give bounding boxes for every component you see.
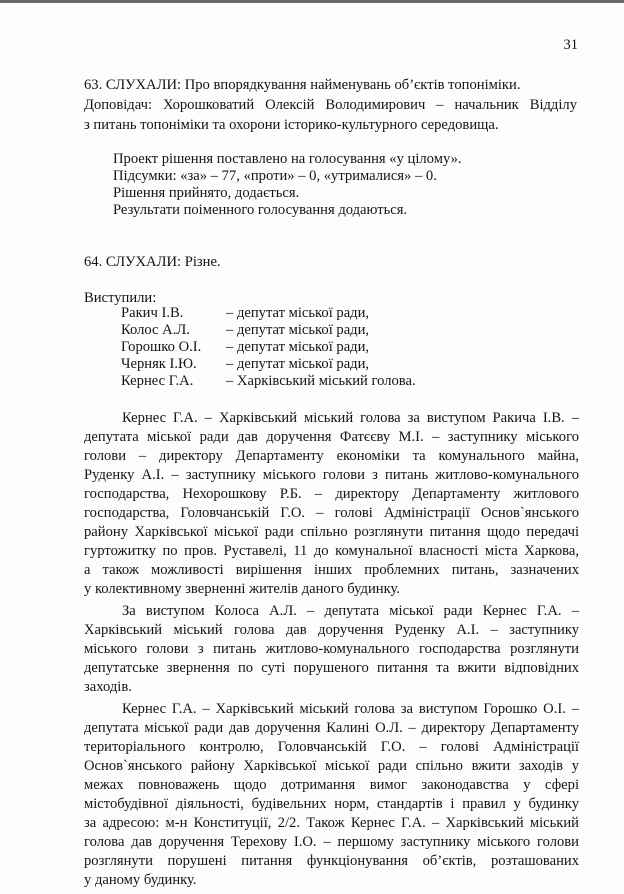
paragraph-line: а також можливості вирішення інших проблемних питань, зазначених: [84, 562, 579, 578]
paragraph-line: голова дав доручення Терехову І.О. – першому заступнику міського голови: [84, 834, 579, 850]
speaker-role: – депутат міської ради,: [226, 305, 370, 321]
speaker-name: Ракич І.В.: [121, 305, 184, 321]
vote-line-1: Проект рішення поставлено на голосування «у цілому».: [113, 151, 462, 167]
speaker-name: Горошко О.І.: [121, 339, 202, 355]
paragraph-line: за адресою: м-н Конституції, 2/2. Також Кернес Г.А. – Харківський міський: [84, 815, 579, 831]
vote-line-4: Результати поіменного голосування додаються.: [113, 202, 408, 218]
paragraph-line: розглянути порушені питання функціонування об’єктів, розташованих: [84, 853, 579, 869]
paragraph-line: Руденку А.І. – заступнику міського голови з питань житлово-комунального: [84, 467, 579, 483]
paragraph-line: депутата міської ради дав доручення Фатєєву М.І. – заступнику міського: [84, 429, 579, 445]
paragraph-line: голови – директору Департаменту економіки та комунального майна,: [84, 448, 579, 464]
paragraph-line: заходів.: [84, 679, 132, 695]
paragraph-line: Харківський міський голова дав доручення Руденку А.І. – заступнику: [84, 622, 579, 638]
paragraph-line: територіального контролю, Головчанській Г.О. – голові Адміністрації: [84, 739, 579, 755]
paragraph-line: межах повноважень щодо дотримання вимог законодавства у сфері: [84, 777, 579, 793]
vote-line-2: Підсумки: «за» – 77, «проти» – 0, «утрималися» – 0.: [113, 168, 437, 184]
paragraph-line: Основ`янського району Харківської міської ради спільно вжити заходів у: [84, 758, 579, 774]
paragraph-line: у даному будинку.: [84, 872, 197, 888]
paragraph-line: міського голови з питань житлово-комунального господарства розглянути: [84, 641, 579, 657]
paragraph-line: містобудівної діяльності, будівельних норм, стандартів і правил у будинку: [84, 796, 579, 812]
vote-line-3: Рішення прийнято, додається.: [113, 185, 300, 201]
paragraph-line: у колективному зверненні жителів даного будинку.: [84, 581, 400, 597]
paragraph-line: гуртожитку по пров. Руставелі, 11 до комунальної власності міста Харкова,: [84, 543, 579, 559]
paragraph-line: депутатське звернення по суті порушеного питання та вжити відповідних: [84, 660, 579, 676]
paragraph-line: господарства, Головчанській Г.О. – голові Адміністрації Основ`янського: [84, 505, 579, 521]
paragraph-line: господарства, Нехорошкову Р.Б. – директору Департаменту житлового: [84, 486, 579, 502]
speaker-name: Черняк І.Ю.: [121, 356, 197, 372]
paragraph-line: району Харківської міської ради спільно розглянути питання щодо передачі: [84, 524, 579, 540]
speaker-name: Колос А.Л.: [121, 322, 190, 338]
item-63-heading: 63. СЛУХАЛИ: Про впорядкування найменувань об’єктів топоніміки.: [84, 77, 521, 93]
item-64-heading: 64. СЛУХАЛИ: Різне.: [84, 254, 221, 270]
speaker-name: Кернес Г.А.: [121, 373, 194, 389]
speaker-role: – депутат міської ради,: [226, 356, 370, 372]
paragraph-line: За виступом Колоса А.Л. – депутата міської ради Кернес Г.А. –: [122, 603, 579, 619]
speaker-role: – Харківський міський голова.: [226, 373, 416, 389]
speaker-role: – депутат міської ради,: [226, 339, 370, 355]
top-border: [0, 0, 624, 3]
item-63-speaker-line-2: з питань топоніміки та охорони історико-культурного середовища.: [84, 117, 499, 133]
paragraph-line: Кернес Г.А. – Харківський міський голова за виступом Горошко О.І. –: [122, 701, 579, 717]
speaker-role: – депутат міської ради,: [226, 322, 370, 338]
page-number: 31: [563, 37, 578, 53]
item-63-speaker-line-1: Доповідач: Хорошковатий Олексій Володимирович – начальник Відділу: [84, 97, 577, 113]
speakers-label: Виступили:: [84, 290, 157, 306]
paragraph-line: Кернес Г.А. – Харківський міський голова за виступом Ракича І.В. –: [122, 410, 579, 426]
paragraph-line: депутата міської ради дав доручення Калині О.Л. – директору Департаменту: [84, 720, 579, 736]
